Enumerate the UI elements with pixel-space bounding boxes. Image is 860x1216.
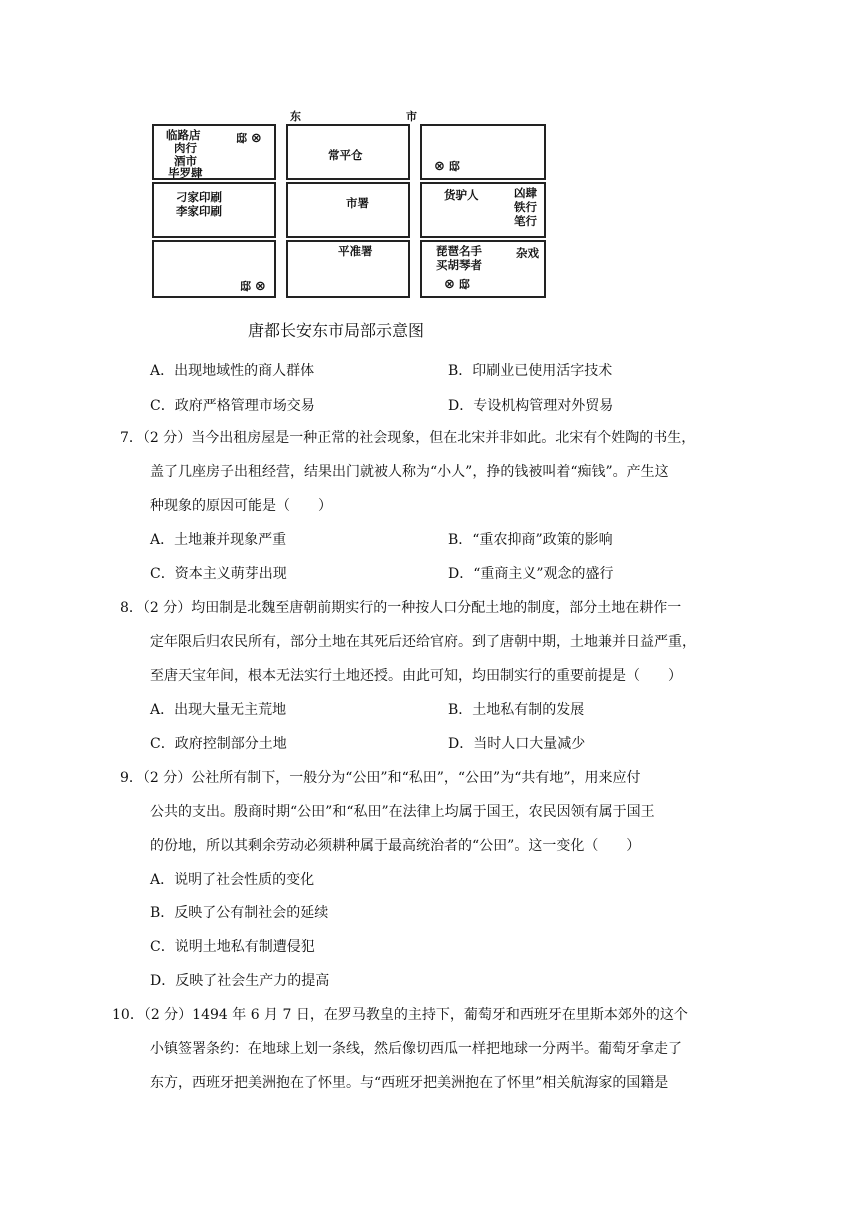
map-label: 凶肆	[514, 186, 537, 200]
post-symbol-icon: ⊗	[254, 279, 266, 294]
map-label: 货驴人	[444, 188, 479, 202]
post-symbol-icon: ⊗	[434, 159, 445, 174]
q7-stem-line: 7．（2 分）当今出租房屋是一种正常的社会现象，但在北宋并非如此。北宋有个姓陶的书生，	[120, 430, 696, 446]
q7-option-d: D．“重商主义”观念的盛行	[448, 566, 614, 582]
q9-option-a: A．说明了社会性质的变化	[150, 872, 315, 888]
post-station-marker	[240, 280, 266, 294]
map-block-7	[152, 240, 276, 298]
map-label: 刁家印刷	[176, 190, 222, 204]
map-label: 李家印刷	[176, 204, 222, 218]
q6-option-b: B．印刷业已使用活字技术	[448, 363, 613, 379]
map-label: 铁行	[514, 200, 537, 214]
map-label: 临路店	[166, 128, 201, 142]
post-symbol-icon: ⊗	[250, 131, 262, 146]
map-label: 杂戏	[516, 246, 539, 260]
map-header-right: 市	[406, 110, 417, 123]
q7-option-b: B．“重农抑商”政策的影响	[448, 532, 613, 548]
q6-option-a: A．出现地域性的商人群体	[150, 363, 315, 379]
q6-option-c: C．政府严格管理市场交易	[150, 398, 315, 414]
map-block-1	[152, 124, 276, 180]
q9-option-b: B．反映了公有制社会的延续	[150, 905, 329, 921]
post-label: 邸	[448, 160, 460, 173]
q8-stem-line: 至唐天宝年间，根本无法实行土地还授。由此可知，均田制实行的重要前提是（ ）	[150, 668, 682, 684]
q8-stem-line: 定年限后归农民所有，部分土地在其死后还给官府。到了唐朝中期，土地兼并日益严重，	[150, 634, 696, 650]
q7-option-a: A．土地兼并现象严重	[150, 532, 287, 548]
post-label: 邸	[458, 278, 470, 291]
map-label: 常平仓	[328, 148, 363, 162]
q10-stem-line: 10．（2 分）1494 年 6 月 7 日，在罗马教皇的主持下，葡萄牙和西班牙在里斯本郊外的这个	[112, 1007, 688, 1023]
q10-stem-line: 小镇签署条约：在地球上划一条线，然后像切西瓜一样把地球一分两半。葡萄牙拿走了	[150, 1041, 682, 1057]
q8-stem-line: 8．（2 分）均田制是北魏至唐朝前期实行的一种按人口分配土地的制度，部分土地在耕作一	[120, 600, 682, 616]
q7-stem-line: 盖了几座房子出租经营，结果出门就被人称为“小人”，挣的钱被叫着“痴钱”。产生这	[150, 464, 669, 480]
q9-stem-line: 的份地，所以其剩余劳动必须耕种属于最高统治者的“公田”。这一变化（ ）	[150, 838, 641, 854]
post-station-marker	[236, 132, 262, 146]
map-label: 平准署	[338, 244, 373, 258]
map-header-left: 东	[290, 110, 301, 123]
map-label: 酒市	[174, 154, 197, 168]
q9-stem-line: 公共的支出。殷商时期“公田”和“私田”在法律上均属于国王，农民因领有属于国王	[150, 804, 655, 820]
q7-option-c: C．资本主义萌芽出现	[150, 566, 287, 582]
map-label: 笔行	[514, 214, 537, 228]
east-market-map	[150, 108, 550, 303]
map-label: 毕罗肆	[168, 166, 203, 180]
q6-option-d: D．专设机构管理对外贸易	[448, 398, 614, 414]
post-station-marker	[444, 278, 470, 292]
q9-option-c: C．说明土地私有制遭侵犯	[150, 939, 315, 955]
q8-option-c: C．政府控制部分土地	[150, 736, 287, 752]
post-label: 邸	[236, 132, 247, 145]
post-label: 邸	[240, 280, 251, 293]
q8-option-d: D．当时人口大量减少	[448, 736, 586, 752]
map-block-6	[420, 182, 546, 238]
map-block-3	[420, 124, 546, 180]
q9-option-d: D．反映了社会生产力的提高	[150, 973, 330, 989]
map-block-5	[286, 182, 410, 238]
map-block-9	[420, 240, 546, 298]
map-label: 琵琶名手	[436, 244, 482, 258]
map-block-8	[286, 240, 410, 298]
map-block-2	[286, 124, 410, 180]
q8-option-a: A．出现大量无主荒地	[150, 702, 287, 718]
q7-stem-line: 种现象的原因可能是（ ）	[150, 498, 332, 514]
figure-caption: 唐都长安东市局部示意图	[248, 321, 425, 340]
map-block-4	[152, 182, 276, 238]
post-station-marker	[434, 160, 460, 174]
q10-stem-line: 东方，西班牙把美洲抱在了怀里。与“西班牙把美洲抱在了怀里”相关航海家的国籍是	[150, 1075, 669, 1091]
map-label: 市署	[346, 196, 369, 210]
q9-stem-line: 9．（2 分）公社所有制下，一般分为“公田”和“私田”，“公田”为“共有地”，用来应付	[120, 770, 641, 786]
map-label: 买胡琴者	[436, 258, 482, 272]
q8-option-b: B．土地私有制的发展	[448, 702, 585, 718]
post-symbol-icon: ⊗	[444, 277, 455, 292]
map-label: 肉行	[174, 141, 197, 155]
